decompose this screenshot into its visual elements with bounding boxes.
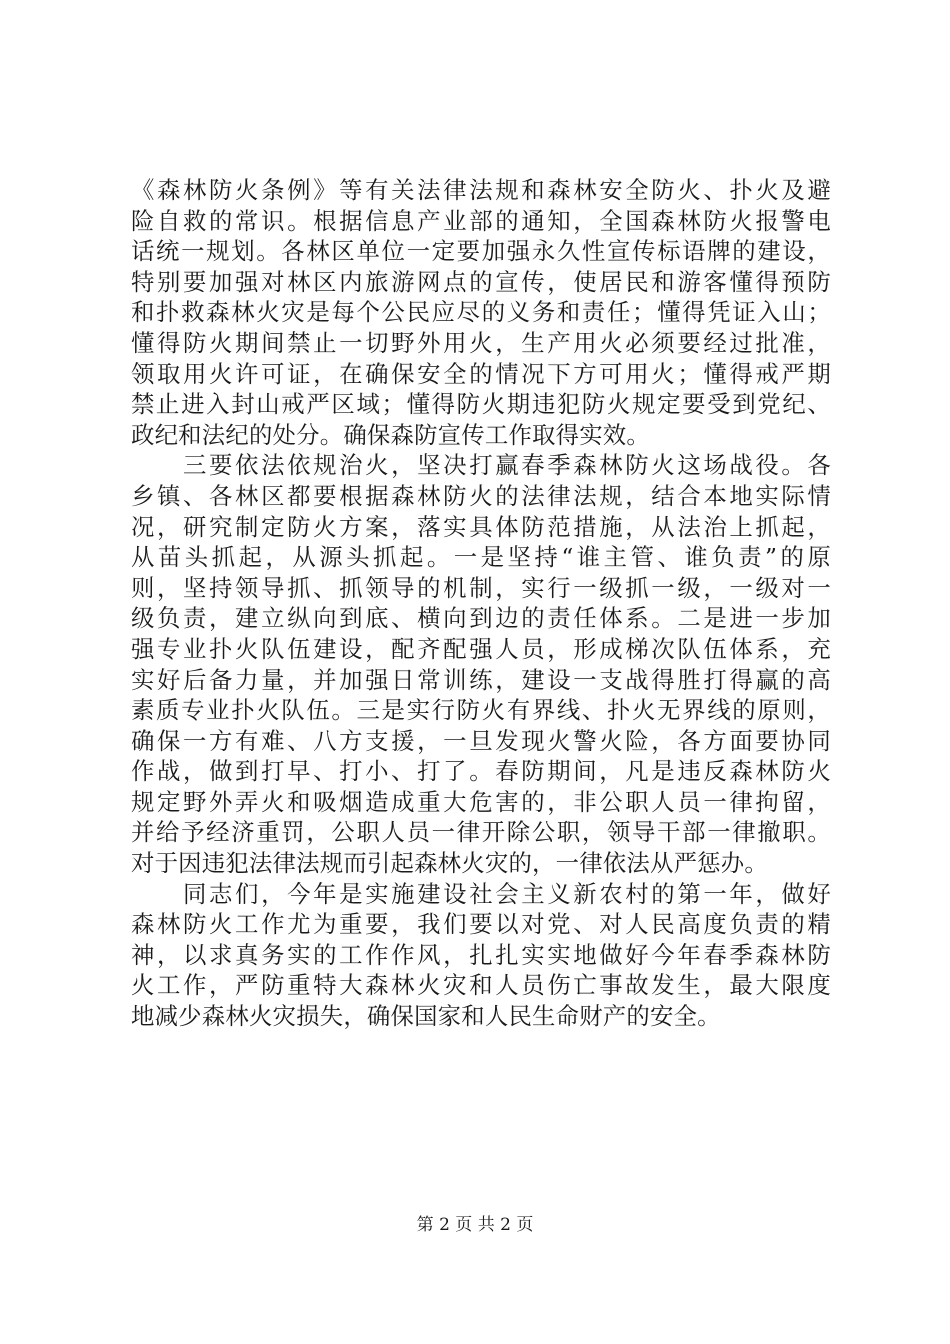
text-line: 级负责，建立纵向到底、横向到边的责任体系。二是进一步加 [131, 604, 831, 633]
text-line: 实好后备力量，并加强日常训练，建设一支战得胜打得赢的高 [131, 665, 831, 694]
text-line: 则，坚持领导抓、抓领导的机制，实行一级抓一级，一级对一 [131, 573, 831, 602]
text-line: 地减少森林火灾损失，确保国家和人民生命财产的安全。 [131, 1002, 721, 1031]
text-line: 强专业扑火队伍建设，配齐配强人员，形成梯次队伍体系，充 [131, 634, 831, 663]
text-line: 懂得防火期间禁止一切野外用火，生产用火必须要经过批准， [131, 328, 831, 357]
text-line: 并给予经济重罚，公职人员一律开除公职，领导干部一律撤职。 [131, 818, 831, 847]
text-line: 和扑救森林火灾是每个公民应尽的义务和责任；懂得凭证入山； [131, 298, 831, 327]
text-line: 素质专业扑火队伍。三是实行防火有界线、扑火无界线的原则， [131, 696, 831, 725]
text-line: 神，以求真务实的工作作风，扎扎实实地做好今年春季森林防 [131, 940, 831, 969]
text-line: 《森林防火条例》等有关法律法规和森林安全防火、扑火及避 [131, 176, 831, 204]
text-line: 作战，做到打早、打小、打了。春防期间，凡是违反森林防火 [131, 757, 831, 786]
text-line: 禁止进入封山戒严区域；懂得防火期违犯防火规定要受到党纪、 [131, 390, 831, 419]
text-line: 领取用火许可证，在确保安全的情况下方可用火；懂得戒严期 [131, 359, 831, 388]
text-line: 三要依法依规治火，坚决打赢春季森林防火这场战役。各 [131, 451, 831, 480]
text-line: 同志们，今年是实施建设社会主义新农村的第一年，做好 [131, 879, 831, 908]
text-line: 况，研究制定防火方案，落实具体防范措施，从法治上抓起， [131, 512, 831, 541]
text-line: 险自救的常识。根据信息产业部的通知，全国森林防火报警电 [131, 206, 831, 235]
document-body [131, 175, 831, 1032]
text-line: 火工作，严防重特大森林火灾和人员伤亡事故发生，最大限度 [131, 971, 831, 1000]
page-number: 第 2 页 [416, 1215, 473, 1235]
text-line: 特别要加强对林区内旅游网点的宣传，使居民和游客懂得预防 [131, 267, 831, 296]
text-line: 政纪和法纪的处分。确保森防宣传工作取得实效。 [131, 420, 650, 449]
text-line: 话统一规划。各林区单位一定要加强永久性宣传标语牌的建设， [131, 237, 831, 266]
text-line: 确保一方有难、八方支援，一旦发现火警火险，各方面要协同 [131, 726, 831, 755]
page-total: 共 2 页 [477, 1215, 534, 1235]
text-line: 规定野外弄火和吸烟造成重大危害的，非公职人员一律拘留， [131, 787, 831, 816]
text-line: 森林防火工作尤为重要，我们要以对党、对人民高度负责的精 [131, 910, 831, 939]
text-line: 从苗头抓起，从源头抓起。一是坚持“谁主管、谁负责”的原 [131, 543, 831, 572]
text-line: 对于因违犯法律法规而引起森林火灾的，一律依法从严惩办。 [131, 849, 768, 878]
page-footer [0, 1214, 950, 1236]
text-line: 乡镇、各林区都要根据森林防火的法律法规，结合本地实际情 [131, 481, 831, 510]
